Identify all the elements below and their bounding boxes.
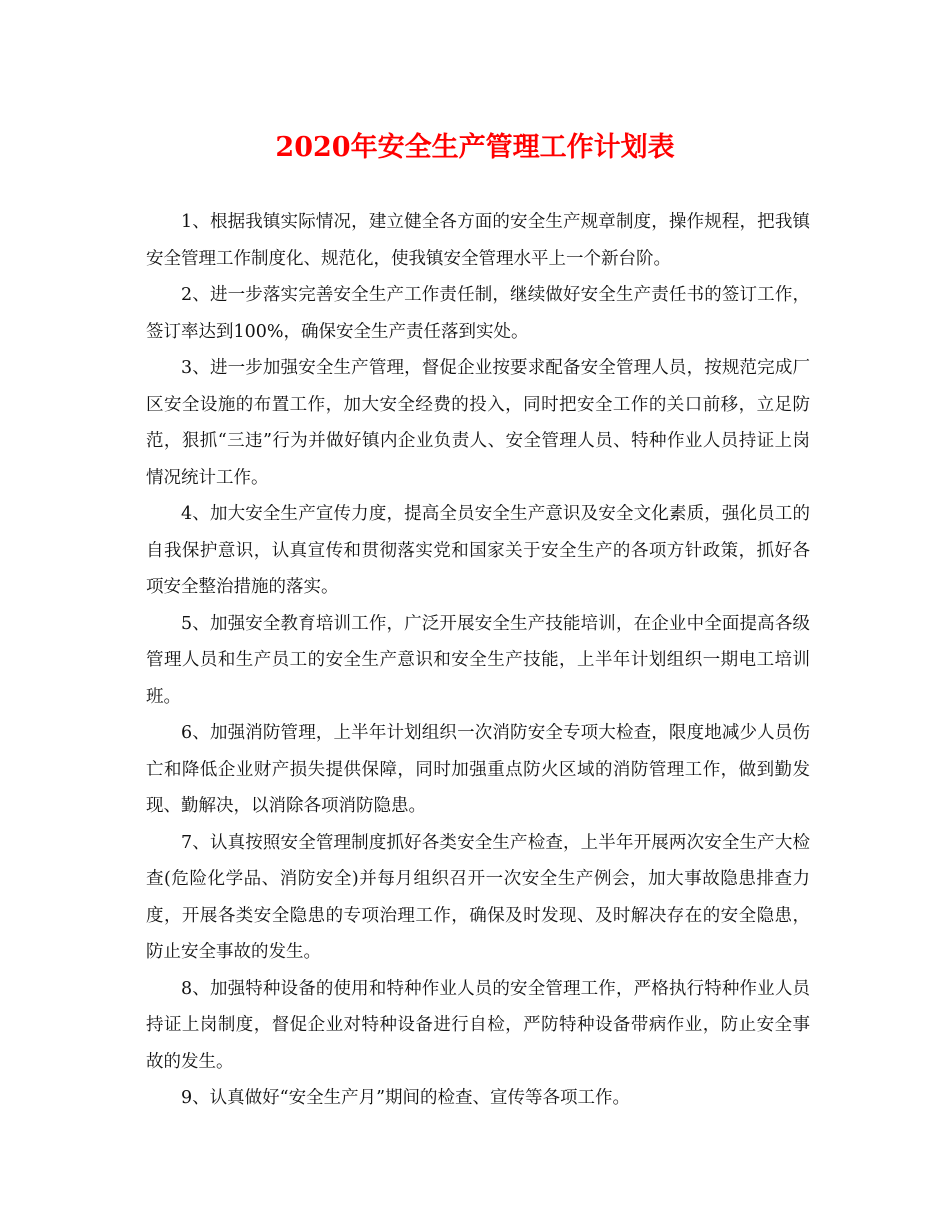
paragraph-7: 7、认真按照安全管理制度抓好各类安全生产检查，上半年开展两次安全生产大检查(危险化学品、消防安全)并每月组织召开一次安全生产例会，加大事故隐患排查力度，开展各类安全隐患的专项治理工作，确保及时发现、及时解决存在的安全隐患，防止安全事故的发生。 xyxy=(146,832,810,962)
paragraph-3: 3、进一步加强安全生产管理，督促企业按要求配备安全管理人员，按规范完成厂区安全设施的布置工作，加大安全经费的投入，同时把安全工作的关口前移，立足防范，狠抓“三违”行为并做好镇内企业负责人、安全管理人员、特种作业人员持证上岗情况统计工作。 xyxy=(146,358,810,488)
paragraph-4: 4、加大安全生产宣传力度，提高全员安全生产意识及安全文化素质，强化员工的自我保护意识，认真宣传和贯彻落实党和国家关于安全生产的各项方针政策，抓好各项安全整治措施的落实。 xyxy=(146,504,810,597)
paragraph-5: 5、加强安全教育培训工作，广泛开展安全生产技能培训，在企业中全面提高各级管理人员和生产员工的安全生产意识和安全生产技能，上半年计划组织一期电工培训班。 xyxy=(146,613,810,707)
document-title: 2020年安全生产管理工作计划表 xyxy=(275,132,675,163)
paragraph-8: 8、加强特种设备的使用和特种作业人员的安全管理工作，严格执行特种作业人员持证上岗制度，督促企业对特种设备进行自检，严防特种设备带病作业，防止安全事故的发生。 xyxy=(146,978,810,1072)
paragraph-6: 6、加强消防管理，上半年计划组织一次消防安全专项大检查，限度地减少人员伤亡和降低企业财产损失提供保障，同时加强重点防火区域的消防管理工作，做到勤发现、勤解决，以消除各项消防隐患。 xyxy=(146,723,810,816)
paragraph-2: 2、进一步落实完善安全生产工作责任制，继续做好安全生产责任书的签订工作，签订率达到100%，确保安全生产责任落到实处。 xyxy=(146,285,810,342)
document-body xyxy=(146,204,810,1117)
paragraph-9: 9、认真做好“安全生产月”期间的检查、宣传等各项工作。 xyxy=(181,1088,631,1108)
paragraph-1: 1、根据我镇实际情况，建立健全各方面的安全生产规章制度，操作规程，把我镇安全管理工作制度化、规范化，使我镇安全管理水平上一个新台阶。 xyxy=(146,212,810,269)
